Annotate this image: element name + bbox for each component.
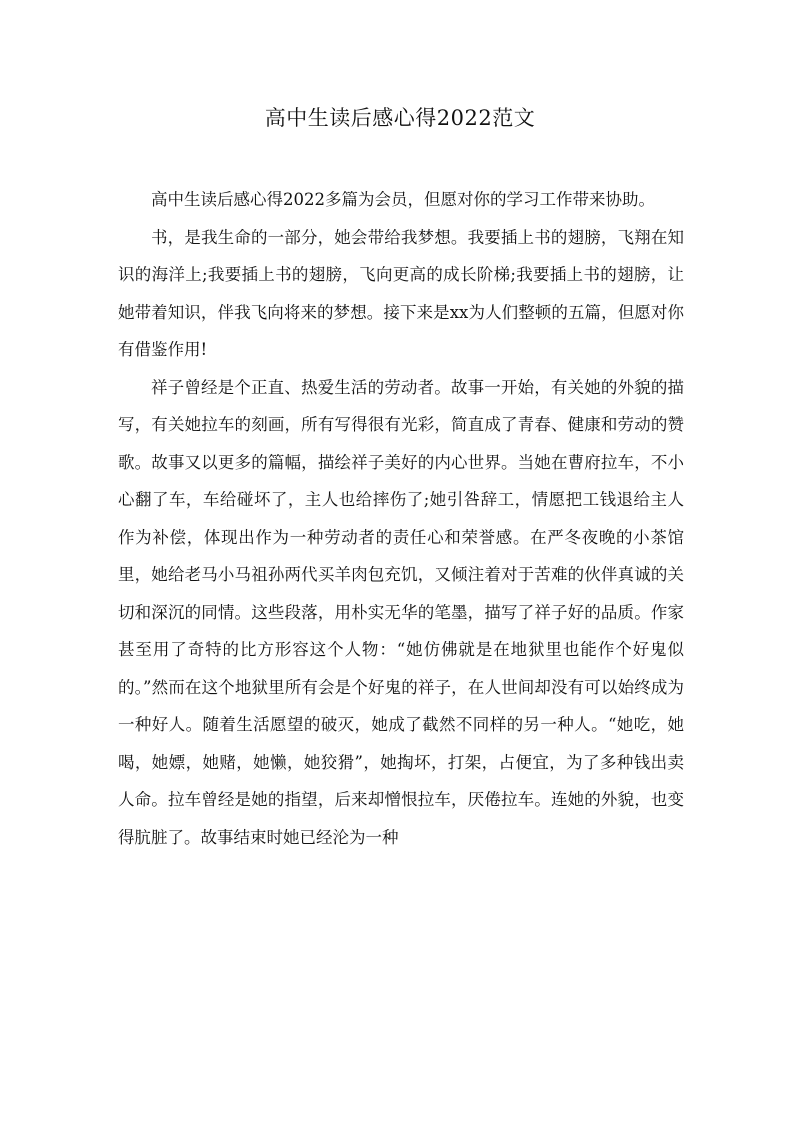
paragraph-intro: 高中生读后感心得2022多篇为会员，但愿对你的学习工作带来协助。 [151, 190, 655, 209]
paragraph-book-dream: 书，是我生命的一部分，她会带给我梦想。我要插上书的翅膀，飞翔在知识的海洋上;我要插上书的翅膀，飞向更高的成长阶梯;我要插上书的翅膀，让她带着知识，伴我飞向将来的梦想。接下来是xx为人们整顿的五篇，但愿对你有借鉴作用! [118, 227, 684, 359]
paragraph-xiangzi: 祥子曾经是个正直、热爱生活的劳动者。故事一开始，有关她的外貌的描写，有关她拉车的刻画，所有写得很有光彩，简直成了青春、健康和劳动的赞歌。故事又以更多的篇幅，描绘祥子美好的内心世界。当她在曹府拉车，不小心翻了车，车给碰坏了，主人也给摔伤了;她引咎辞工，情愿把工钱退给主人作为补偿，体现出作为一种劳动者的责任心和荣誉感。在严冬夜晚的小茶馆里，她给老马小马祖孙两代买羊肉包充饥，又倾注着对于苦难的伙伴真诚的关切和深沉的同情。这些段落，用朴实无华的笔墨，描写了祥子好的品质。作家甚至用了奇特的比方形容这个人物：“她仿佛就是在地狱里也能作个好鬼似的。”然而在这个地狱里所有会是个好鬼的祥子，在人世间却没有可以始终成为一种好人。随着生活愿望的破灭，她成了截然不同样的另一种人。“她吃，她喝，她嫖，她赌，她懒，她狡猾”，她掏坏，打架，占便宜，为了多种钱出卖人命。拉车曾经是她的指望，后来却憎恨拉车，厌倦拉车。连她的外貌，也变得肮脏了。故事结束时她已经沦为一种 [118, 377, 684, 847]
document-body [118, 181, 684, 856]
document-title: 高中生读后感心得2022范文 [264, 106, 536, 130]
